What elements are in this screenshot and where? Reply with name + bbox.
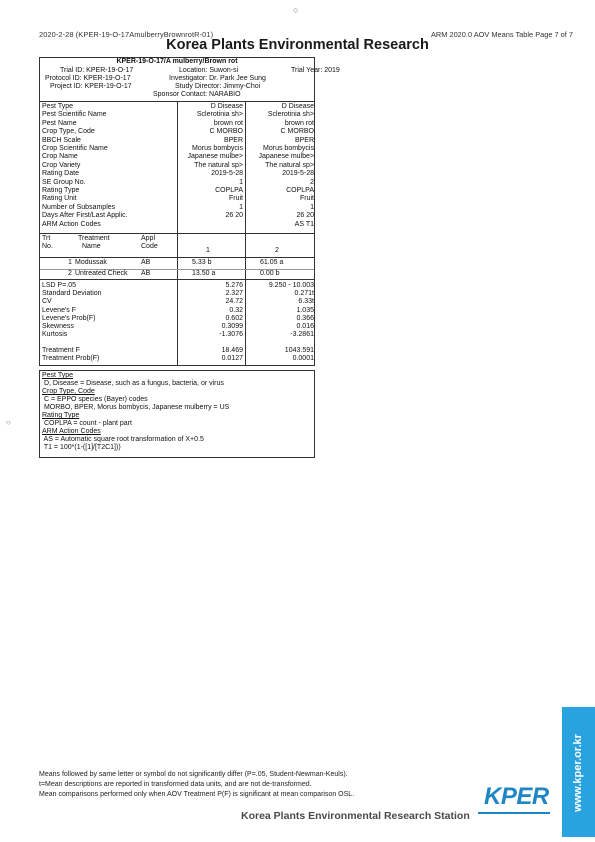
parameter-label: SE Group No. [42, 178, 86, 186]
parameter-value-1: C MORBO [209, 128, 243, 136]
stat-value-2: 9.250 - 10.003 [268, 282, 314, 289]
treatment-no: 1 [68, 259, 72, 266]
investigator: Investigator: Dr. Park Jee Sung [169, 75, 266, 82]
note-line: C = EPPO species (Bayer) codes [42, 396, 148, 403]
column-2-header: 2 [275, 247, 279, 254]
parameter-label: Crop Name [42, 153, 78, 161]
note-line: T1 = 100*(1-([1]/[T2C1])) [42, 444, 121, 451]
website-link[interactable]: www.kper.or.kr [572, 734, 584, 812]
parameter-value-1: Japanese mulbe> [187, 153, 243, 161]
sponsor-contact: Sponsor Contact: NARABIO [153, 91, 241, 98]
parameter-value-2: Morus bombycis [263, 145, 314, 152]
appl-label: Appl [141, 235, 156, 242]
location: Location: Suwon-si [179, 67, 239, 74]
f-stat-value-2: 1043.591 [284, 347, 314, 354]
footnote-1: Means followed by same letter or symbol do not significantly differ (P=.05, Student-Newman-Keuls). [39, 771, 348, 778]
parameter-value-2: 2 [310, 178, 314, 186]
trial-title: KPER-19-O-17/A mulberry/Brown rot [116, 58, 238, 65]
parameter-value-1: 26 20 [225, 212, 243, 220]
code-notes-box [39, 370, 315, 458]
parameter-label: Crop Type, Code [42, 128, 95, 136]
stat-value-2: 0.016 [296, 323, 314, 330]
stat-label: Skewness [42, 323, 74, 330]
trial-year: Trial Year: 2019 [291, 67, 340, 74]
f-stat-label: Treatment F [42, 347, 80, 354]
stat-value-1: 2.327 [225, 290, 243, 298]
no-label: No. [42, 243, 53, 250]
note-line: COPLPA = count - plant part [42, 420, 132, 427]
parameter-value-1: brown rot [213, 119, 243, 127]
trial-id: Trial ID: KPER-19-O-17 [60, 67, 134, 74]
parameter-value-2: Fruit [300, 195, 314, 203]
means-table [39, 101, 315, 366]
logo-underline [478, 812, 550, 814]
file-reference: 2020-2-28 (KPER-19-O-17AmulberryBrownrotR-01) [39, 30, 214, 39]
parameter-value-2: The natural sp> [265, 161, 314, 169]
mean-value-1: 13.50 a [192, 270, 216, 277]
parameter-value-2: Japanese mulbe> [258, 153, 314, 161]
name-label: Name [82, 243, 101, 250]
parameter-label: Number of Subsamples [42, 203, 116, 211]
parameter-value-2: C MORBO [280, 128, 314, 136]
stat-label: Kurtosis [42, 331, 68, 339]
f-stat-value-1: 18.469 [221, 347, 243, 354]
code-label: Code [141, 243, 158, 250]
parameter-value-1: 1 [239, 203, 243, 211]
treatment-label: Treatment [78, 235, 110, 242]
stat-value-2: 0.271t [294, 290, 314, 298]
parameter-label: Crop Variety [42, 161, 81, 169]
stat-value-2: 0.366 [296, 314, 314, 322]
column-1-header: 1 [206, 247, 210, 254]
parameter-label: ARM Action Codes [42, 220, 101, 228]
note-heading: Rating Type [42, 412, 80, 419]
parameter-value-1: COPLPA [215, 187, 243, 194]
parameter-value-2: D Disease [281, 103, 314, 110]
parameter-value-2: 1 [310, 203, 314, 211]
mean-value-1: 5.33 b [192, 259, 212, 266]
stat-value-2: -3.2861 [290, 331, 314, 339]
stat-value-1: 0.3099 [221, 323, 243, 330]
parameter-value-1: The natural sp> [194, 161, 243, 169]
parameter-label: Days After First/Last Applic. [42, 212, 128, 220]
study-director: Study Director: Jimmy-Choi [175, 83, 261, 90]
stat-value-2: 6.33t [298, 298, 314, 306]
f-stat-value-2: 0.0001 [292, 355, 314, 363]
stat-label: Levene's Prob(F) [42, 314, 96, 322]
parameter-label: Rating Unit [42, 195, 77, 203]
stat-value-2: 1.035 [296, 306, 314, 314]
kper-logo: KPER [484, 783, 549, 810]
f-stat-label: Treatment Prob(F) [42, 355, 100, 363]
punch-hole-mark: ○ [293, 5, 299, 15]
parameter-label: Rating Type [42, 187, 80, 194]
parameter-value-2: brown rot [284, 119, 314, 127]
parameter-label: Pest Name [42, 119, 77, 127]
note-heading: Crop Type, Code [42, 388, 95, 395]
stat-value-1: 0.32 [229, 306, 243, 314]
project-id: Project ID: KPER-19-O-17 [50, 83, 132, 90]
note-heading: ARM Action Codes [42, 428, 101, 435]
treatment-no: 2 [68, 270, 72, 277]
stat-value-1: -1.3076 [219, 331, 243, 339]
stat-label: Standard Deviation [42, 290, 102, 298]
parameter-label: BBCH Scale [42, 136, 81, 144]
parameter-value-2: 26 20 [296, 212, 314, 220]
parameter-label: Rating Date [42, 170, 79, 178]
note-line: D, Disease = Disease, such as a fungus, bacteria, or virus [42, 380, 224, 387]
parameter-value-1: Fruit [229, 195, 243, 203]
notes-list [42, 372, 312, 452]
stat-label: Levene's F [42, 306, 77, 314]
parameter-value-1: 1 [239, 178, 243, 186]
website-side-bar [562, 707, 595, 837]
stat-value-1: 5.276 [225, 282, 243, 289]
stat-value-1: 24.72 [225, 298, 243, 306]
parameter-label: Crop Scientific Name [42, 145, 108, 152]
trt-label: Trt [42, 235, 51, 242]
note-line: AS = Automatic square root transformation of X+0.5 [42, 436, 204, 443]
report-title: Korea Plants Environmental Research [166, 37, 429, 53]
note-heading: Pest Type [42, 372, 74, 379]
parameter-value-2: AS T1 [294, 220, 314, 228]
parameter-value-2: Sclerotinia sh> [267, 111, 314, 119]
parameter-value-2: BPER [294, 136, 314, 144]
appl-code: AB [141, 259, 151, 266]
footnote-3: Mean comparisons performed only when AOV Treatment P(F) is significant at mean comparison OSL. [39, 791, 355, 798]
treatment-name: Modussak [75, 259, 107, 266]
stat-label: LSD P=.05 [42, 282, 77, 289]
parameter-value-1: Morus bombycis [192, 145, 243, 152]
parameter-value-1: D Disease [210, 103, 243, 110]
trial-info-box [39, 57, 340, 102]
stat-label: CV [42, 298, 52, 306]
parameter-value-2: 2019-5-28 [282, 170, 314, 178]
protocol-id: Protocol ID: KPER-19-O-17 [45, 75, 131, 82]
stat-value-1: 0.602 [225, 314, 243, 322]
mean-value-2: 0.00 b [260, 270, 280, 277]
mean-value-2: 61.05 a [260, 259, 284, 266]
station-name: Korea Plants Environmental Research Station [241, 810, 470, 822]
parameter-label: Pest Type [42, 103, 74, 110]
appl-code: AB [141, 270, 151, 277]
parameter-label: Pest Scientific Name [42, 111, 107, 119]
punch-hole-mark-left: ○ [6, 418, 11, 427]
parameter-value-1: Sclerotinia sh> [196, 111, 243, 119]
note-line: MORBO, BPER, Morus bombycis, Japanese mulberry = US [42, 404, 230, 411]
parameter-value-2: COPLPA [286, 187, 314, 194]
parameter-value-1: BPER [223, 136, 243, 144]
page-reference: ARM 2020.0 AOV Means Table Page 7 of 7 [430, 30, 573, 39]
treatment-name: Untreated Check [75, 270, 128, 277]
parameter-value-1: 2019-5-28 [211, 170, 243, 178]
footnote-2: t=Mean descriptions are reported in transformed data units, and are not de-transformed. [39, 781, 312, 788]
f-stat-value-1: 0.0127 [221, 355, 243, 363]
